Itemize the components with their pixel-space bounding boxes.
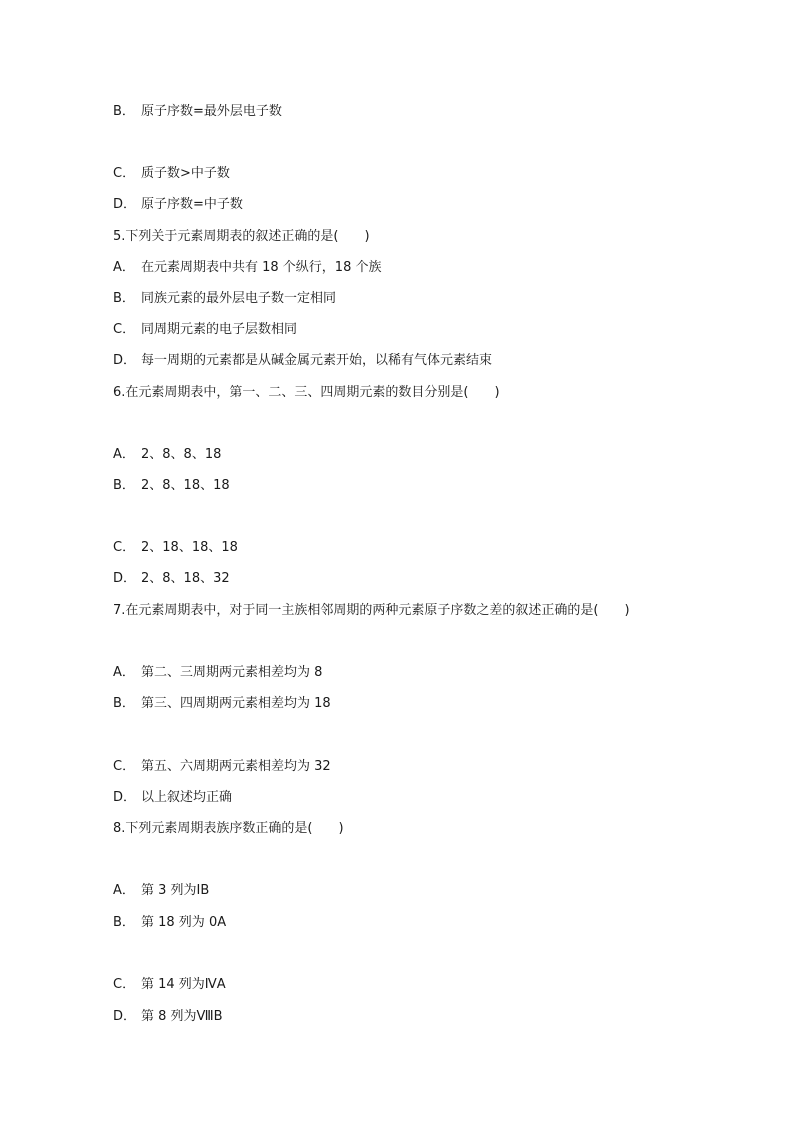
option-c-q8 (113, 976, 226, 994)
option-text: 第三、四周期两元素相差均为 18 (141, 696, 331, 711)
option-letter: B． (113, 696, 135, 711)
question-5: 5.下列关于元素周期表的叙述正确的是( ) (113, 229, 370, 244)
question-7: 7.在元素周期表中，对于同一主族相邻周期的两种元素原子序数之差的叙述正确的是( ) (113, 603, 630, 618)
option-letter: A． (113, 883, 135, 898)
option-letter: D． (113, 571, 137, 586)
option-a-q8 (113, 882, 209, 900)
option-text: 2、18、18、18 (141, 540, 238, 555)
option-c-q5 (113, 321, 297, 339)
option-letter: D． (113, 790, 137, 805)
option-a-q5 (113, 259, 381, 277)
option-letter: C． (113, 322, 136, 337)
option-text: 同族元素的最外层电子数一定相同 (141, 291, 337, 306)
option-text: 质子数>中子数 (141, 166, 230, 181)
option-letter: A． (113, 665, 135, 680)
option-text: 第 14 列为ⅣA (141, 977, 226, 992)
option-letter: D． (113, 197, 137, 212)
option-c-q4 (113, 165, 230, 183)
option-letter: C． (113, 977, 136, 992)
option-d-q5 (113, 352, 492, 370)
option-c-q7 (113, 758, 331, 776)
option-text: 原子序数=中子数 (141, 197, 243, 212)
option-letter: B． (113, 478, 135, 493)
option-text: 以上叙述均正确 (141, 790, 233, 805)
question-8: 8.下列元素周期表族序数正确的是( ) (113, 821, 344, 836)
option-text: 2、8、18、32 (141, 571, 230, 586)
option-text: 原子序数=最外层电子数 (141, 104, 282, 119)
option-letter: C． (113, 759, 136, 774)
option-text: 每一周期的元素都是从碱金属元素开始，以稀有气体元素结束 (141, 353, 493, 368)
option-text: 第 3 列为ⅠB (141, 883, 210, 898)
option-text: 2、8、8、18 (141, 447, 222, 462)
option-b-q5 (113, 290, 336, 308)
option-a-q6 (113, 446, 221, 464)
option-d-q8 (113, 1008, 223, 1026)
option-b-q7 (113, 695, 331, 713)
option-text: 第 18 列为 0A (141, 915, 227, 930)
option-text: 同周期元素的电子层数相同 (141, 322, 298, 337)
option-letter: D． (113, 353, 137, 368)
option-text: 在元素周期表中共有 18 个纵行，18 个族 (141, 260, 382, 275)
option-letter: B． (113, 915, 135, 930)
option-b-q8 (113, 914, 226, 932)
option-letter: A． (113, 447, 135, 462)
option-letter: A． (113, 260, 135, 275)
question-6: 6.在元素周期表中，第一、二、三、四周期元素的数目分别是( ) (113, 385, 500, 400)
option-letter: C． (113, 540, 136, 555)
option-text: 2、8、18、18 (141, 478, 230, 493)
option-a-q7 (113, 664, 322, 682)
option-c-q6 (113, 539, 238, 557)
option-letter: D． (113, 1009, 137, 1024)
option-d-q4 (113, 196, 243, 214)
option-b-q4 (113, 103, 282, 121)
option-d-q6 (113, 570, 230, 588)
option-letter: B． (113, 104, 135, 119)
option-text: 第五、六周期两元素相差均为 32 (141, 759, 331, 774)
option-d-q7 (113, 789, 232, 807)
option-b-q6 (113, 477, 230, 495)
option-text: 第 8 列为ⅧB (141, 1009, 223, 1024)
option-letter: C． (113, 166, 136, 181)
option-letter: B． (113, 291, 135, 306)
option-text: 第二、三周期两元素相差均为 8 (141, 665, 323, 680)
